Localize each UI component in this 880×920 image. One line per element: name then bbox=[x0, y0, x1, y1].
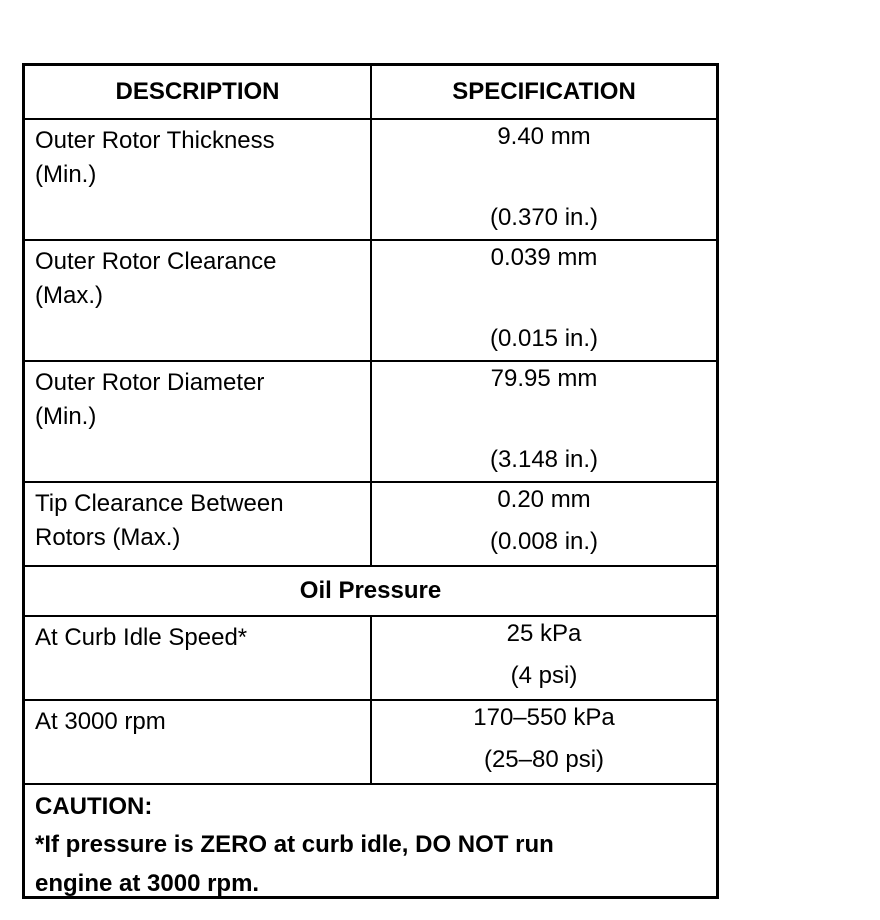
description-line: Rotors (Max.) bbox=[35, 524, 181, 551]
description-line: (Min.) bbox=[35, 161, 97, 188]
description-cell bbox=[25, 617, 372, 699]
description-line: (Max.) bbox=[35, 282, 103, 309]
description-line: Outer Rotor Diameter bbox=[35, 369, 265, 396]
specification-cell bbox=[372, 362, 716, 481]
specification-cell bbox=[372, 120, 716, 239]
table-row bbox=[25, 239, 716, 360]
table-row bbox=[25, 360, 716, 481]
imperial-value: (0.370 in.) bbox=[489, 204, 599, 231]
description-header: DESCRIPTION bbox=[25, 66, 372, 118]
description-cell bbox=[25, 362, 372, 481]
metric-value: 79.95 mm bbox=[490, 365, 598, 392]
description-cell bbox=[25, 701, 372, 783]
description-cell bbox=[25, 241, 372, 360]
section-title: Oil Pressure bbox=[25, 565, 716, 615]
table-row bbox=[25, 118, 716, 239]
caution-text-line: engine at 3000 rpm. bbox=[35, 870, 260, 897]
caution-note bbox=[25, 783, 716, 896]
description-cell bbox=[25, 120, 372, 239]
description-line: Outer Rotor Clearance bbox=[35, 248, 277, 275]
imperial-value: (25–80 psi) bbox=[483, 746, 605, 773]
description-line: Tip Clearance Between bbox=[35, 490, 284, 517]
imperial-value: (0.008 in.) bbox=[489, 528, 599, 555]
imperial-value: (0.015 in.) bbox=[489, 325, 599, 352]
description-line: (Min.) bbox=[35, 403, 97, 430]
specification-cell bbox=[372, 483, 716, 565]
table-row bbox=[25, 699, 716, 783]
caution-text-line: *If pressure is ZERO at curb idle, DO NOT run bbox=[35, 831, 554, 858]
specification-cell bbox=[372, 701, 716, 783]
metric-value: 9.40 mm bbox=[497, 123, 591, 150]
caution-title: CAUTION: bbox=[35, 793, 153, 820]
specification-header: SPECIFICATION bbox=[452, 78, 636, 105]
description-cell bbox=[25, 483, 372, 565]
description-line: At 3000 rpm bbox=[35, 708, 166, 735]
imperial-value: (4 psi) bbox=[510, 662, 578, 689]
specification-table bbox=[22, 63, 719, 899]
specification-cell bbox=[372, 241, 716, 360]
metric-value: 0.039 mm bbox=[490, 244, 598, 271]
metric-value: 170–550 kPa bbox=[473, 704, 615, 731]
table-row bbox=[25, 481, 716, 565]
specification-cell bbox=[372, 617, 716, 699]
description-line: At Curb Idle Speed* bbox=[35, 624, 248, 651]
description-line: Outer Rotor Thickness bbox=[35, 127, 275, 154]
metric-value: 0.20 mm bbox=[497, 486, 591, 513]
imperial-value: (3.148 in.) bbox=[489, 446, 599, 473]
table-header-row bbox=[25, 66, 716, 118]
metric-value: 25 kPa bbox=[506, 620, 582, 647]
table-row bbox=[25, 615, 716, 699]
